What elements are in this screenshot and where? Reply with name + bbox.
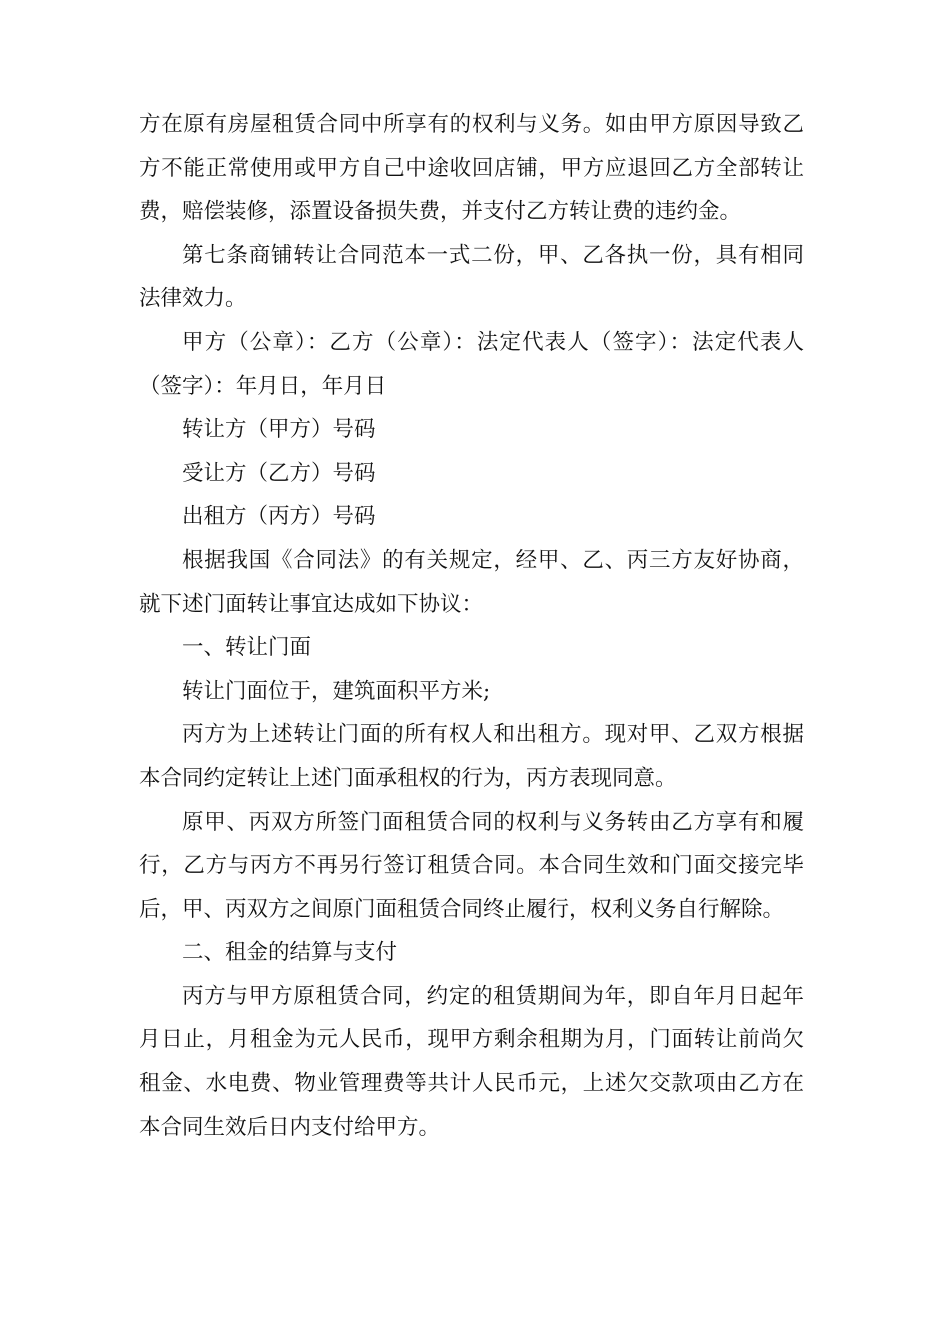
section-heading-transfer: 一、转让门面: [182, 635, 312, 661]
paragraph-owner-consent: 丙方为上述转让门面的所有权人和出租方。现对甲、乙双方根据本合同约定转让上述门面承租权的行为，丙方表现同意。: [139, 722, 804, 791]
document-body: [139, 103, 804, 1149]
paragraph-continuation-rights: 方在原有房屋租赁合同中所享有的权利与义务。如由甲方原因导致乙方不能正常使用或甲方自己中途收回店铺，甲方应退回乙方全部转让费，赔偿装修，添置设备损失费，并支付乙方转让费的违约金。: [139, 112, 804, 225]
paragraph-storefront-location: 转让门面位于，建筑面积平方米;: [182, 678, 491, 704]
paragraph-article-seven: 第七条商铺转让合同范本一式二份，甲、乙各执一份，具有相同法律效力。: [139, 242, 804, 312]
paragraph-lease-transfer: 原甲、丙双方所签门面租赁合同的权利与义务转由乙方享有和履行，乙方与丙方不再另行签订租赁合同。本合同生效和门面交接完毕后，甲、丙双方之间原门面租赁合同终止履行，权利义务自行解除。: [139, 809, 804, 922]
paragraph-agreement-intro: 根据我国《合同法》的有关规定，经甲、乙、丙三方友好协商，就下述门面转让事宜达成如下协议：: [139, 547, 804, 617]
paragraph-signature-block: 甲方（公章）：乙方（公章）：法定代表人（签字）：法定代表人（签字）：年月日，年月日: [139, 329, 804, 399]
paragraph-rent-settlement: 丙方与甲方原租赁合同，约定的租赁期间为年，即自年月日起年月日止，月租金为元人民币，现甲方剩余租期为月，门面转让前尚欠租金、水电费、物业管理费等共计人民币元，上述欠交款项由乙方在本合同生效后日内支付给甲方。: [139, 983, 804, 1140]
paragraph-transferee-number: 受让方（乙方）号码: [182, 460, 376, 486]
paragraph-transferor-number: 转让方（甲方）号码: [182, 417, 376, 443]
section-heading-rent: 二、租金的结算与支付: [182, 940, 398, 966]
paragraph-lessor-number: 出租方（丙方）号码: [182, 504, 376, 530]
